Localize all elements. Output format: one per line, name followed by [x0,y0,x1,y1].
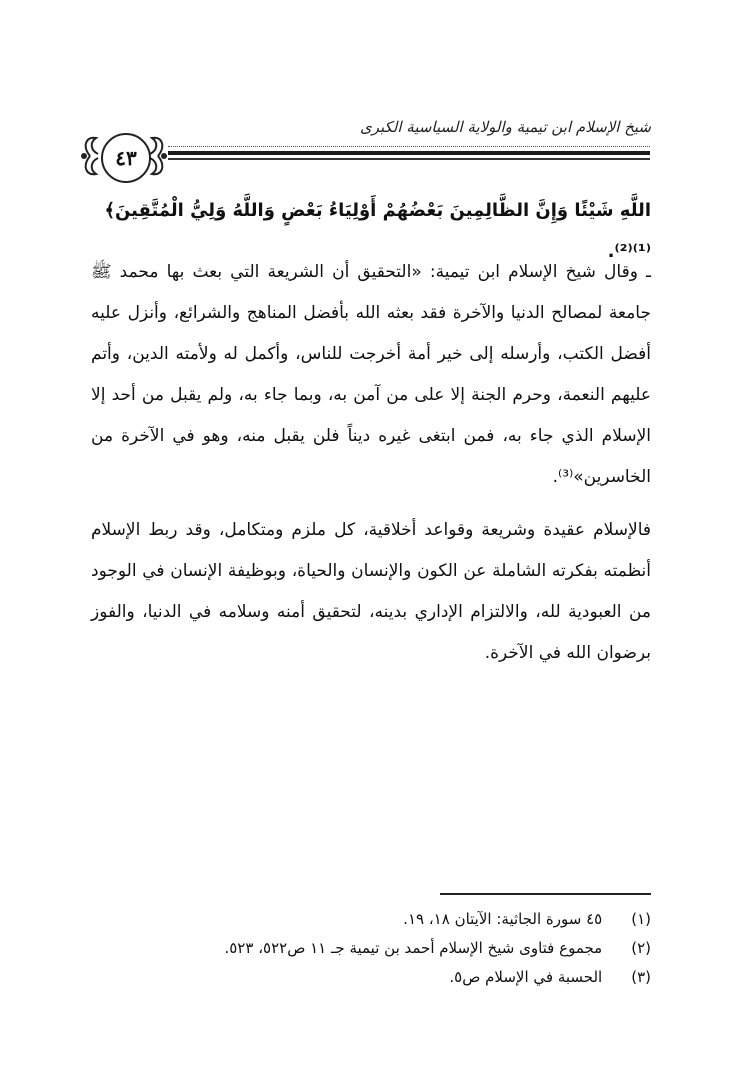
paragraph-ibn-taymiyya-quote: ـ وقال شيخ الإسلام ابن تيمية: «التحقيق أن الشريعة التي بعث بها محمد ﷺ جامعة لمصالح الدنيا والآخرة فقد بعثه الله بأفضل المناهج والشرائع، وأنزل عليه أفضل الكتب، وأرسله إلى خير أمة أخرجت للناس، وأكمل له ولأمته الدين، وأتم عليهم النعمة، وحرم الجنة إلا على من آمن به، وبما جاء به، ولم يقبل من أحد إلا الإسلام الذي جاء به، فمن ابتغى غيره ديناً فلن يقبل منه، وهو في الآخرة من الخاسرين»⁽³⁾. [91,262,651,487]
footnote-item [91,963,651,992]
page-number: ٤٣ [101,133,151,183]
footnote-number: (١) [631,910,651,928]
footnote-text: ٤٥ سورة الجاثية: الآيتان ١٨، ١٩. [403,910,603,928]
footnote-item [91,905,651,934]
footnote-separator [440,893,651,895]
header-rule-thick [168,151,650,155]
header-rule-dotted [168,146,650,149]
footnote-item [91,934,651,963]
footnote-text: الحسبة في الإسلام ص٥. [449,968,603,986]
running-header-title: شيخ الإسلام ابن تيمية والولاية السياسية الكبرى [359,118,651,136]
footnote-number: (٢) [631,939,651,957]
footnote-number: (٣) [631,968,651,986]
quran-verse-line: اللَّهِ شَيْئًا وَإِنَّ الظَّالِمِينَ بَعْضُهُمْ أَوْلِيَاءُ بَعْضٍ وَاللَّهُ وَلِيُّ الْمُتَّقِينَ﴾⁽¹⁾⁽²⁾. [104,200,651,262]
footnote-text: مجموع فتاوى شيخ الإسلام أحمد بن تيمية جـ ١١ ص٥٢٢، ٥٢٣. [224,939,603,957]
footnotes [91,905,651,992]
paragraph-islam-system: فالإسلام عقيدة وشريعة وقواعد أخلاقية، كل ملزم ومتكامل، وقد ربط الإسلام أنظمته بفكرته الشاملة عن الكون والإنسان والحياة، وبوظيفة الإنسان في الوجود من العبودية لله، والالتزام الإداري بدينه، لتحقيق أمنه وسلامه في الدنيا، والفوز برضوان الله في الآخرة. [91,520,651,663]
header-rule-thin [168,158,650,160]
